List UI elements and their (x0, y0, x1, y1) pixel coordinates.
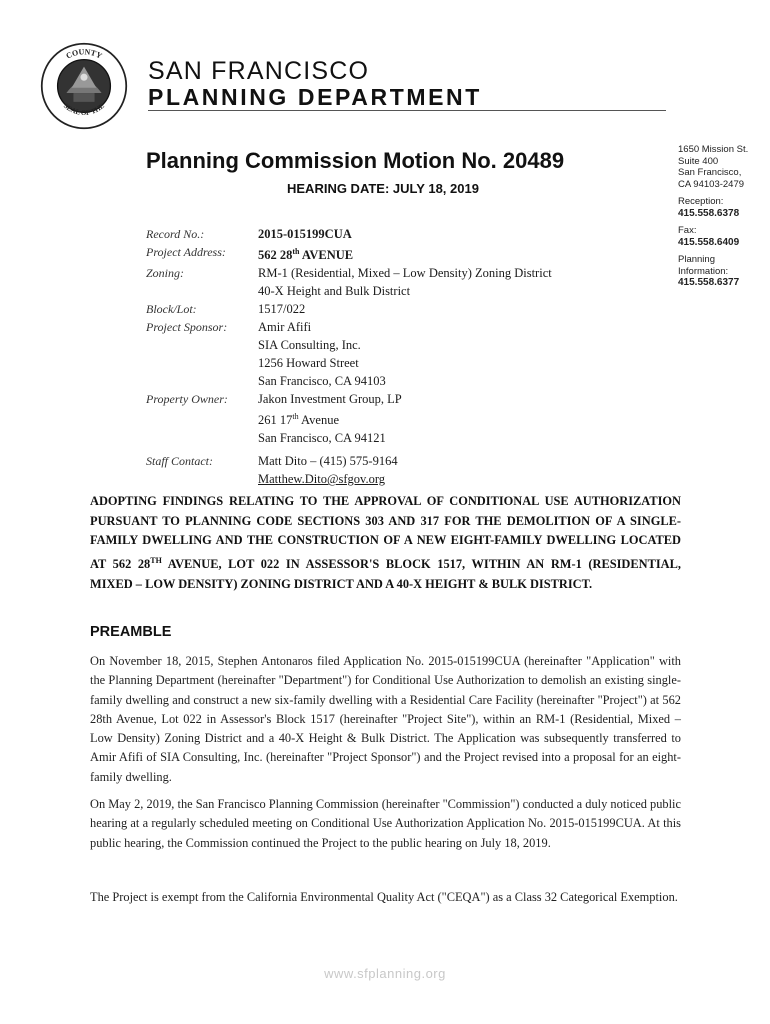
fax-label: Fax: (678, 225, 697, 236)
reception-number: 415.558.6378 (678, 207, 740, 219)
adopting-findings-statement (90, 492, 681, 594)
block-lot-value: 1517/022 (258, 302, 306, 317)
block-lot-label: Block/Lot: (146, 302, 197, 317)
project-address-row (146, 243, 552, 264)
planning-info-label: Information: (678, 265, 729, 277)
height-bulk-district: 40-X Height and Bulk District (258, 284, 411, 299)
sponsor-line: San Francisco, CA 94103 (258, 374, 386, 389)
planning-info-contact (678, 254, 768, 289)
footer-website: www.sfplanning.org (324, 966, 446, 981)
reception-label: Reception: (678, 196, 724, 207)
project-sponsor-value (258, 318, 386, 390)
record-no-value: 2015-015199CUA (258, 227, 352, 241)
owner-street-ordinal: th (292, 412, 299, 422)
svg-text:SEAL OF THE: SEAL OF THE (61, 101, 107, 118)
adopting-text-part2: AVENUE, LOT 022 IN ASSESSOR'S BLOCK 1517, WITHIN AN RM-1 (RESIDENTIAL, MIXED – LOW DENSITY) ZONING DISTRICT AND A 40-X HEIGHT & BULK DISTRICT. (90, 556, 681, 591)
owner-street-number: 261 17 (258, 413, 293, 428)
property-owner-label: Property Owner: (146, 392, 228, 407)
contact-sidebar (678, 144, 768, 295)
hearing-date: HEARING DATE: JULY 18, 2019 (287, 181, 479, 196)
adopting-ordinal: TH (150, 555, 162, 565)
city-seal-logo (40, 42, 128, 130)
reception-contact (678, 196, 768, 219)
address-line: 1650 Mission St. (678, 144, 749, 155)
zoning-row (146, 264, 552, 300)
sponsor-line: 1256 Howard Street (258, 356, 359, 371)
owner-line: San Francisco, CA 94121 (258, 431, 386, 446)
record-no-row (146, 225, 552, 243)
project-sponsor-label: Project Sponsor: (146, 320, 228, 335)
project-address-label: Project Address: (146, 245, 226, 259)
staff-contact-value (258, 452, 398, 488)
fax-contact (678, 225, 768, 248)
zoning-value (258, 264, 552, 300)
preamble-paragraph-2: On May 2, 2019, the San Francisco Planning Commission (hereinafter "Commission") conducted a duly noticed public hearing at a regularly scheduled meeting on Conditional Use Authorization Application No. 2015-015199CUA. At this public hearing, the Commission continued the Project to the public hearing on July 18, 2019. (90, 797, 681, 850)
record-details (146, 225, 552, 488)
project-sponsor-row (146, 318, 552, 390)
address-line: CA 94103-2479 (678, 178, 745, 190)
zoning-district: RM-1 (Residential, Mixed – Low Density) Zoning District (258, 266, 552, 281)
sponsor-line: Amir Afifi (258, 320, 312, 335)
property-owner-value (258, 390, 402, 447)
org-name-line1: SAN FRANCISCO (148, 57, 370, 85)
planning-info-label: Planning (678, 254, 715, 265)
planning-info-number: 415.558.6377 (678, 277, 740, 288)
owner-line: Jakon Investment Group, LP (258, 392, 402, 407)
zoning-label: Zoning: (146, 266, 185, 281)
record-no-label: Record No.: (146, 227, 205, 241)
preamble-paragraph-1: On November 18, 2015, Stephen Antonaros filed Application No. 2015-015199CUA (hereinafter "Application" with the Planning Department (hereinafter "Department") for Conditional Use Authorization to demolish an existing single-family dwelling and construct a new six-family dwelling with a Residential Care Facility (hereinafter "Project") at 562 28th Avenue, Lot 022 in Assessor's Block 1517 (hereinafter "Project Site"), within an RM-1 (Residential, Mixed – Low Density) Zoning District and a 40-X Height & Bulk District. The Application was subsequently transferred to Amir Afifi of SIA Consulting, Inc. (hereinafter "Project Sponsor") and the Project revised into a proposal for an eight-family dwelling. (90, 654, 681, 784)
staff-name-phone: Matt Dito – (415) 575-9164 (258, 454, 398, 469)
address-line: Suite 400 (678, 155, 719, 167)
staff-contact-label: Staff Contact: (146, 454, 213, 469)
fax-number: 415.558.6409 (678, 236, 740, 248)
project-address-value (258, 243, 353, 264)
address-ordinal: th (292, 247, 300, 256)
owner-line (258, 408, 402, 429)
staff-email-link[interactable]: Matthew.Dito@sfgov.org (258, 472, 386, 487)
address-street: AVENUE (299, 248, 354, 263)
owner-street-name: Avenue (298, 413, 339, 428)
svg-text:COUNTY: COUNTY (64, 47, 104, 61)
address-number: 562 28 (258, 248, 293, 263)
preamble-paragraph-3: The Project is exempt from the California Environmental Quality Act ("CEQA") as a Class 32 Categorical Exemption. (90, 890, 678, 904)
preamble-heading: PREAMBLE (90, 624, 172, 640)
sponsor-line: SIA Consulting, Inc. (258, 338, 361, 353)
office-address (678, 144, 768, 190)
block-lot-row (146, 300, 552, 318)
motion-title: Planning Commission Motion No. 20489 (146, 148, 565, 173)
adopting-text-part1: ADOPTING FINDINGS RELATING TO THE APPROVAL OF CONDITIONAL USE AUTHORIZATION PURSUANT TO PLANNING CODE SECTIONS 303 AND 317 FOR THE DEMOLITION OF A SINGLE-FAMILY DWELLING AND THE CONSTRUCTION OF A NEW EIGHT-FAMILY DWELLING LOCATED AT 562 28 (90, 494, 681, 571)
property-owner-row (146, 390, 552, 447)
org-name-line2: PLANNING DEPARTMENT (148, 84, 482, 110)
address-line: San Francisco, (678, 167, 742, 178)
header-rule (148, 110, 666, 111)
staff-contact-row (146, 452, 552, 488)
